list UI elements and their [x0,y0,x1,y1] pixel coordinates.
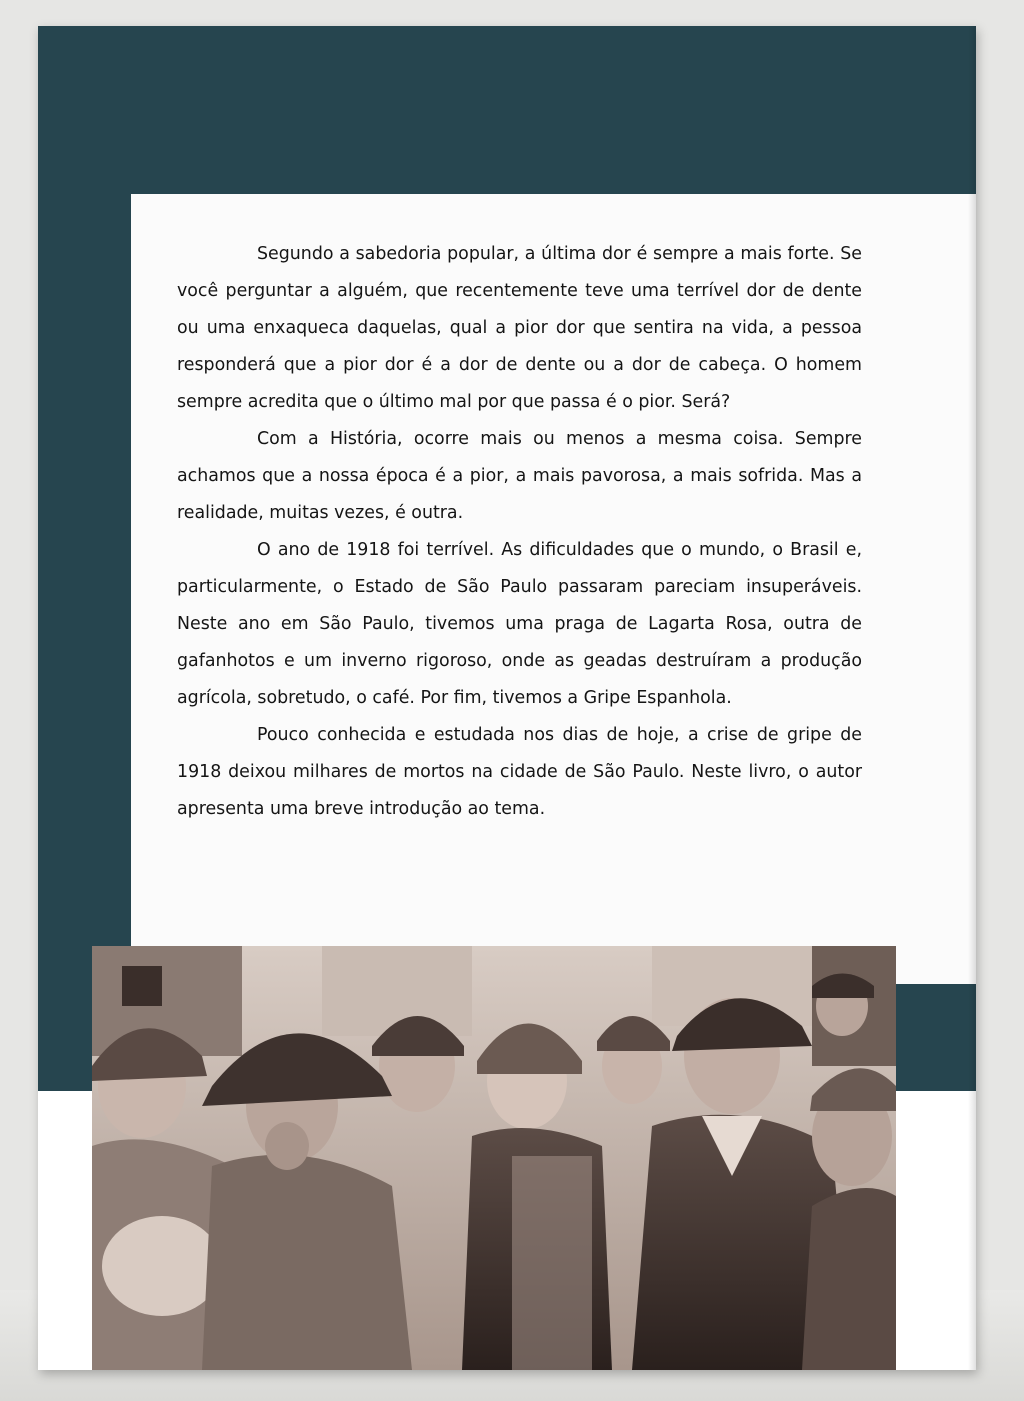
blurb-paragraph-2: Com a História, ocorre mais ou menos a mesma coisa. Sempre achamos que a nossa época é a pior, a mais pavorosa, a mais sofrida. Mas a realidade, muitas vezes, é outra. [177,429,862,523]
crowd-illustration [92,946,896,1370]
blurb-paragraph-3: O ano de 1918 foi terrível. As dificuldades que o mundo, o Brasil e, particularmente, o Estado de São Paulo passaram pareciam insuperáveis. Neste ano em São Paulo, tivemos uma praga de Lagarta Rosa, outra de gafanhotos e um inverno rigoroso, onde as geadas destruíram a produção agrícola, sobretudo, o café. Por fim, tivemos a Gripe Espanhola. [177,540,862,708]
blurb-paragraph-1: Segundo a sabedoria popular, a última dor é sempre a mais forte. Se você perguntar a alguém, que recentemente teve uma terrível dor de dente ou uma enxaqueca daquelas, qual a pior dor que sentira na vida, a pessoa responderá que a pior dor é a dor de dente ou a dor de cabeça. O homem sempre acredita que o último mal por que passa é o pior. Será? [177,244,862,412]
crowd-illustration-drawing [92,946,896,1370]
blurb-paragraph-4: Pouco conhecida e estudada nos dias de hoje, a crise de gripe de 1918 deixou milhares de mortos na cidade de São Paulo. Neste livro, o autor apresenta uma breve introdução ao tema. [177,725,862,819]
spine-shadow [968,26,976,1370]
blurb-text [177,236,862,828]
